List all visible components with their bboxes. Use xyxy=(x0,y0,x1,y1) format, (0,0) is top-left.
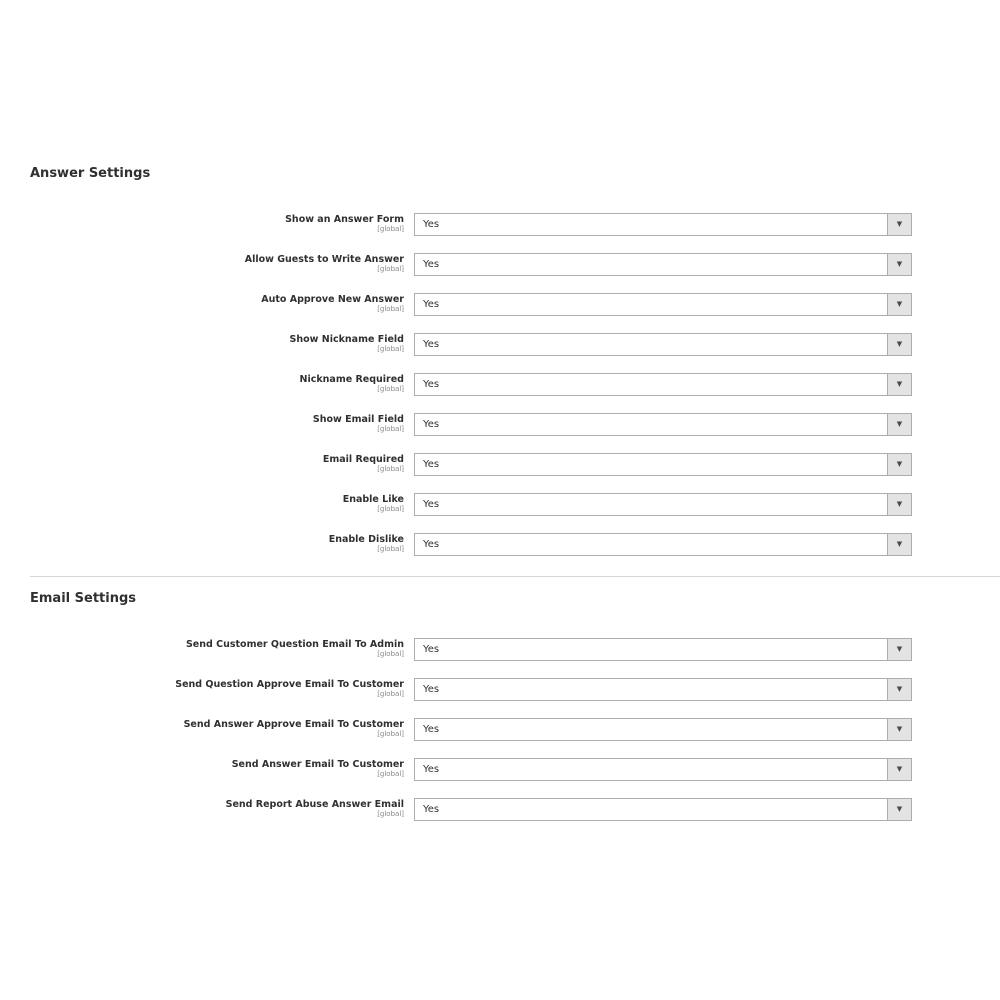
show-answer-form-select[interactable] xyxy=(414,213,912,236)
scope-label: [global] xyxy=(377,225,404,233)
field-label: Send Report Abuse Answer Email xyxy=(225,799,404,810)
chevron-down-icon[interactable]: ▼ xyxy=(887,534,911,555)
chevron-down-icon[interactable]: ▼ xyxy=(887,374,911,395)
field-row-answer-email-customer xyxy=(0,758,1000,798)
field-row-show-answer-form xyxy=(0,213,1000,253)
scope-label: [global] xyxy=(377,650,404,658)
scope-label: [global] xyxy=(377,690,404,698)
scope-label: [global] xyxy=(377,305,404,313)
select-value: Yes xyxy=(423,299,440,310)
auto-approve-answer-select[interactable] xyxy=(414,293,912,316)
select-value: Yes xyxy=(423,219,440,230)
field-row-show-nickname xyxy=(0,333,1000,373)
answer-approve-email-select[interactable] xyxy=(414,718,912,741)
field-label: Send Answer Email To Customer xyxy=(231,759,404,770)
scope-label: [global] xyxy=(377,385,404,393)
field-row-question-email-admin xyxy=(0,638,1000,678)
answer-settings-fields xyxy=(0,213,1000,573)
chevron-down-icon[interactable]: ▼ xyxy=(887,719,911,740)
allow-guests-answer-select[interactable] xyxy=(414,253,912,276)
field-label: Auto Approve New Answer xyxy=(261,294,404,305)
scope-label: [global] xyxy=(377,770,404,778)
question-email-admin-select[interactable] xyxy=(414,638,912,661)
select-value: Yes xyxy=(423,499,440,510)
select-value: Yes xyxy=(423,259,440,270)
email-required-select[interactable] xyxy=(414,453,912,476)
select-value: Yes xyxy=(423,459,440,470)
field-label: Send Answer Approve Email To Customer xyxy=(183,719,404,730)
enable-dislike-select[interactable] xyxy=(414,533,912,556)
field-label: Nickname Required xyxy=(299,374,404,385)
answer-settings-title: Answer Settings xyxy=(30,166,151,181)
show-email-select[interactable] xyxy=(414,413,912,436)
field-label: Show Email Field xyxy=(312,414,404,425)
show-nickname-select[interactable] xyxy=(414,333,912,356)
scope-label: [global] xyxy=(377,545,404,553)
scope-label: [global] xyxy=(377,345,404,353)
email-settings-fields xyxy=(0,638,1000,838)
chevron-down-icon[interactable]: ▼ xyxy=(887,254,911,275)
chevron-down-icon[interactable]: ▼ xyxy=(887,334,911,355)
field-row-report-abuse-email xyxy=(0,798,1000,838)
field-label: Show an Answer Form xyxy=(285,214,404,225)
select-value: Yes xyxy=(423,804,440,815)
select-value: Yes xyxy=(423,724,440,735)
question-approve-email-select[interactable] xyxy=(414,678,912,701)
field-label: Send Question Approve Email To Customer xyxy=(175,679,404,690)
field-row-email-required xyxy=(0,453,1000,493)
field-row-enable-dislike xyxy=(0,533,1000,573)
nickname-required-select[interactable] xyxy=(414,373,912,396)
scope-label: [global] xyxy=(377,505,404,513)
chevron-down-icon[interactable]: ▼ xyxy=(887,294,911,315)
field-row-enable-like xyxy=(0,493,1000,533)
field-row-question-approve-email xyxy=(0,678,1000,718)
chevron-down-icon[interactable]: ▼ xyxy=(887,759,911,780)
chevron-down-icon[interactable]: ▼ xyxy=(887,799,911,820)
select-value: Yes xyxy=(423,764,440,775)
field-label: Email Required xyxy=(322,454,404,465)
field-label: Show Nickname Field xyxy=(289,334,404,345)
scope-label: [global] xyxy=(377,810,404,818)
select-value: Yes xyxy=(423,419,440,430)
field-label: Enable Dislike xyxy=(328,534,404,545)
select-value: Yes xyxy=(423,684,440,695)
enable-like-select[interactable] xyxy=(414,493,912,516)
select-value: Yes xyxy=(423,339,440,350)
select-value: Yes xyxy=(423,539,440,550)
field-label: Allow Guests to Write Answer xyxy=(244,254,404,265)
field-row-allow-guests-answer xyxy=(0,253,1000,293)
field-label: Send Customer Question Email To Admin xyxy=(185,639,404,650)
answer-email-customer-select[interactable] xyxy=(414,758,912,781)
section-divider xyxy=(30,576,1000,577)
scope-label: [global] xyxy=(377,730,404,738)
field-row-auto-approve-answer xyxy=(0,293,1000,333)
field-row-nickname-required xyxy=(0,373,1000,413)
field-row-answer-approve-email xyxy=(0,718,1000,758)
select-value: Yes xyxy=(423,379,440,390)
chevron-down-icon[interactable]: ▼ xyxy=(887,639,911,660)
select-value: Yes xyxy=(423,644,440,655)
chevron-down-icon[interactable]: ▼ xyxy=(887,214,911,235)
field-row-show-email xyxy=(0,413,1000,453)
chevron-down-icon[interactable]: ▼ xyxy=(887,454,911,475)
scope-label: [global] xyxy=(377,465,404,473)
chevron-down-icon[interactable]: ▼ xyxy=(887,494,911,515)
email-settings-title: Email Settings xyxy=(30,591,136,606)
chevron-down-icon[interactable]: ▼ xyxy=(887,679,911,700)
report-abuse-email-select[interactable] xyxy=(414,798,912,821)
scope-label: [global] xyxy=(377,425,404,433)
field-label: Enable Like xyxy=(342,494,404,505)
scope-label: [global] xyxy=(377,265,404,273)
chevron-down-icon[interactable]: ▼ xyxy=(887,414,911,435)
